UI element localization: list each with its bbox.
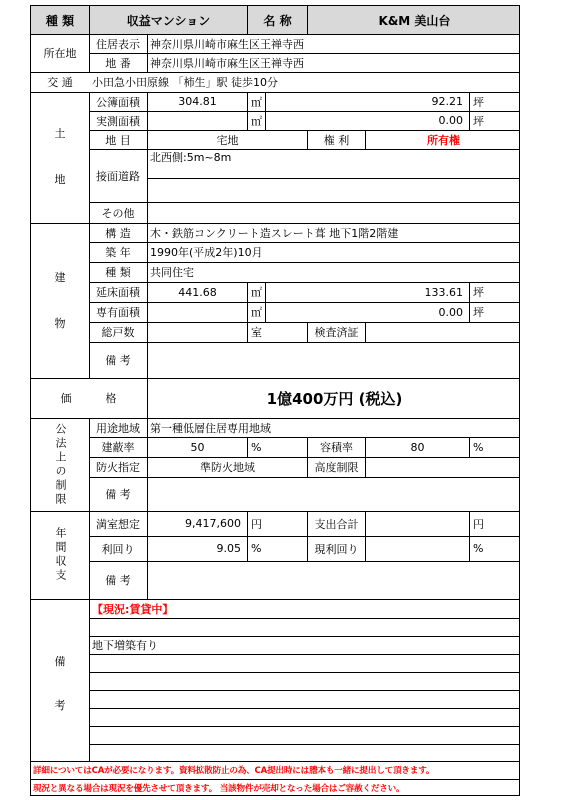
fire-label: 防火指定 [96,461,140,474]
land-category-label: 地 目 [105,133,131,147]
structure-label: 構 造 [105,226,131,240]
registered-area-sqm: 304.81 [178,95,217,108]
bcr-label: 建蔽率 [101,441,135,454]
yield-value: 9.05 [216,542,241,555]
kind-label: 種 類 [105,266,131,279]
fire-value: 準防火地域 [200,461,255,474]
sqm-unit: ㎡ [251,114,262,128]
remarks-label-2: 考 [54,699,66,712]
registered-area-label: 公簿面積 [96,95,140,109]
road-label: 接面道路 [96,169,140,183]
registered-area-tsubo: 92.21 [431,95,463,108]
land-other-label: その他 [101,206,135,220]
percent-unit: % [251,542,262,555]
address-label: 住居表示 [96,37,140,51]
measured-area-tsubo: 0.00 [438,114,463,127]
kind-value: 共同住宅 [150,266,194,279]
location-label: 所在地 [43,47,77,60]
zoning-value: 第一種低層住居専用地域 [150,421,271,435]
floor-area-sqm: 441.68 [178,285,217,299]
yen-unit: 円 [473,517,484,531]
price-value: 1億400万円 (税込) [266,389,403,408]
current-yield-label: 現利回り [314,542,359,556]
tsubo-unit: 坪 [473,95,484,109]
floor-area-label: 延床面積 [96,286,140,299]
measured-area-label: 実測面積 [96,114,140,128]
full-income-value: 9,417,600 [185,517,241,530]
land-label-2: 地 [54,173,66,186]
floor-area-tsubo: 133.61 [424,285,463,299]
name-value: K&M 美山台 [308,6,520,34]
traffic-value: 小田急小田原線 「柿生」駅 徒歩10分 [92,76,278,89]
sqm-unit: ㎡ [251,95,262,109]
tsubo-unit: 坪 [473,286,484,299]
price-label-2: 格 [105,392,117,405]
road-value: 北西側:5m~8m [150,151,232,164]
address-value: 神奈川県川崎市麻生区王禅寺西 [150,37,304,51]
exclusive-area-tsubo: 0.00 [438,305,463,319]
income-remarks-label: 備 考 [105,574,131,587]
tsubo-unit: 坪 [473,114,484,128]
land-category-value: 宅地 [216,133,239,147]
bcr-value: 50 [190,440,205,454]
footer-note-2: 現況と異なる場合は現況を優先させて頂きます。 当該物件が売却となった場合はご容赦ください。 [33,783,405,794]
building-label-2: 物 [54,317,66,330]
remarks-line: 地下増築有り [92,639,158,652]
units-unit: 室 [251,326,262,339]
income-label: 年間収支 [54,527,67,583]
building-remarks-label: 備 考 [105,354,131,367]
expense-label: 支出合計 [314,517,359,531]
property-sheet [30,5,520,796]
price-label-1: 価 [60,392,72,405]
tsubo-unit: 坪 [473,306,484,319]
built-value: 1990年(平成2年)10月 [150,246,263,259]
lot-label: 地 番 [105,56,131,70]
percent-unit: % [251,440,262,454]
legal-remarks-label: 備 考 [105,488,131,501]
legal-label: 公法上の制限 [54,422,67,507]
remarks-label-1: 備 [54,655,66,668]
structure-value: 木・鉄筋コンクリート造スレート葺 地下1階2階建 [150,226,399,240]
inspection-label: 検査済証 [314,326,359,339]
name-label: 名 称 [248,6,307,34]
exclusive-area-label: 専有面積 [96,306,140,319]
remarks-status: 【現況:賃貸中】 [92,602,174,616]
far-label: 容積率 [320,441,353,454]
units-label: 総戸数 [101,326,135,339]
height-label: 高度制限 [314,461,359,474]
type-value: 収益マンション [90,6,247,34]
yield-label: 利回り [101,542,135,556]
type-label: 種 類 [31,6,89,34]
full-income-label: 満室想定 [96,517,140,531]
traffic-label: 交 通 [47,76,73,89]
percent-unit: % [473,542,484,555]
yen-unit: 円 [251,517,262,531]
land-label-1: 土 [54,127,66,140]
rights-label: 権 利 [323,133,350,147]
rights-value: 所有権 [427,133,460,147]
sqm-unit: ㎡ [251,286,262,299]
building-label-1: 建 [54,271,66,284]
zoning-label: 用途地域 [96,421,140,435]
sqm-unit: ㎡ [251,306,262,319]
built-label: 築 年 [105,246,131,259]
percent-unit: % [473,440,484,454]
far-value: 80 [410,440,425,454]
lot-value: 神奈川県川崎市麻生区王禅寺西 [150,56,304,70]
footer-note-1: 詳細についてはCAが必要になります。資料拡散防止の為、CA提出時には謄本も一緒に提出して頂きます。 [33,766,435,776]
